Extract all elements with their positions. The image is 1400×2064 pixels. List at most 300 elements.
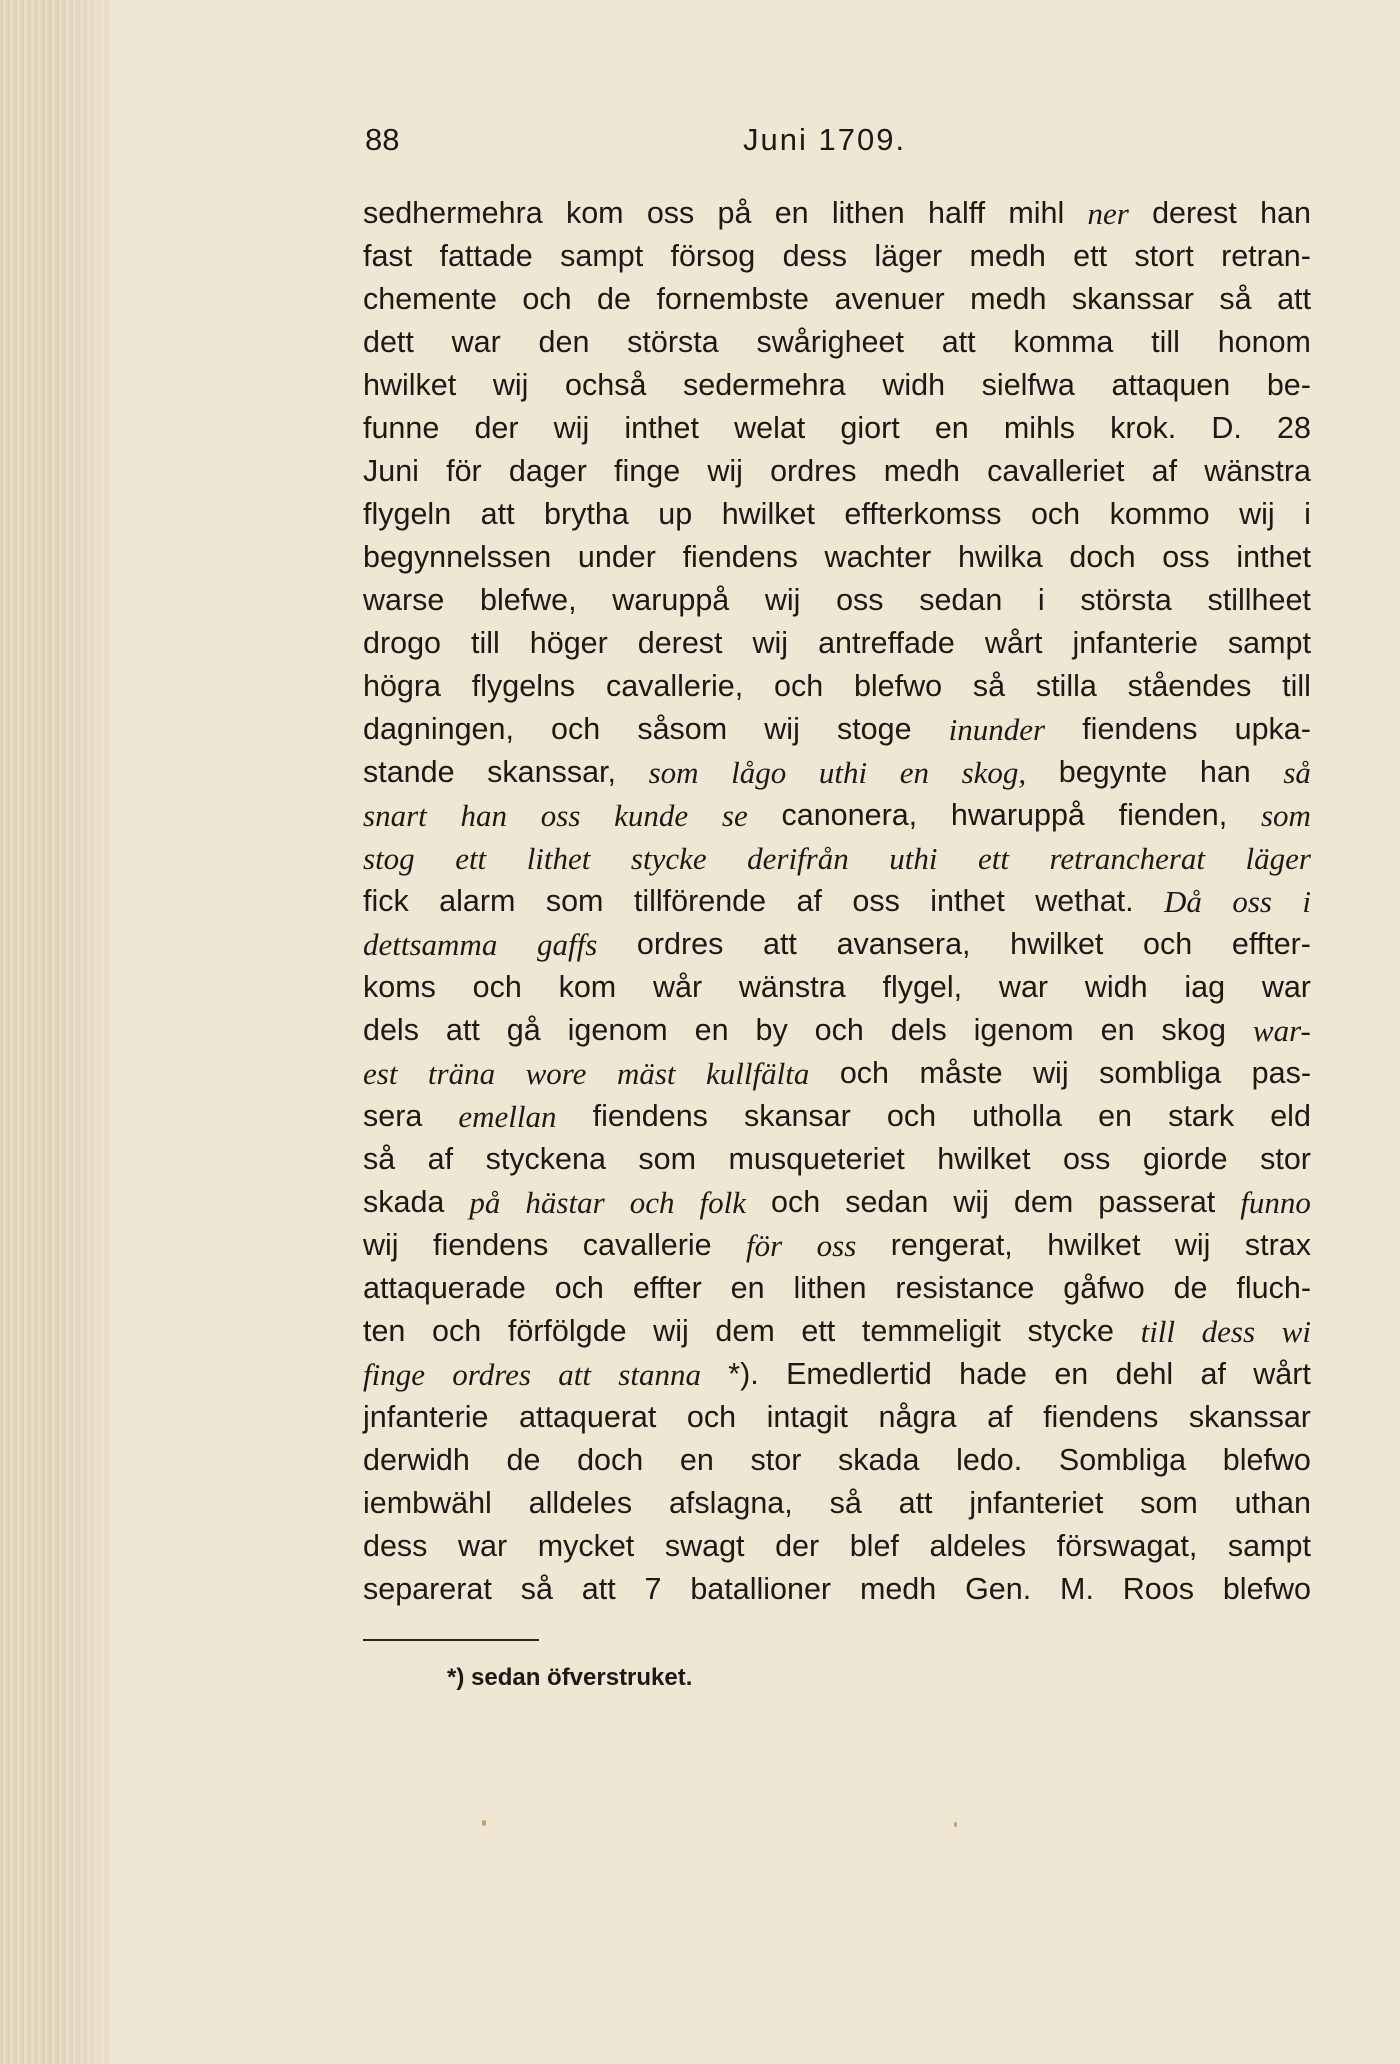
word: wij	[764, 712, 800, 746]
word: derest	[637, 626, 723, 660]
word: till	[1282, 669, 1311, 703]
word: strax	[1244, 1228, 1311, 1262]
word: halff	[928, 196, 986, 230]
word: inthet	[1236, 540, 1311, 574]
word: blefwe,	[479, 583, 577, 617]
word: iag	[1184, 970, 1226, 1004]
word: att	[941, 325, 976, 359]
word: upka-	[1234, 712, 1311, 746]
word: retran-	[1221, 239, 1311, 273]
text-line	[363, 1525, 1311, 1568]
word: effter-	[1231, 927, 1311, 961]
italic-word: i	[1302, 884, 1311, 919]
word: temmeligit	[861, 1314, 1001, 1348]
text-line	[363, 450, 1311, 493]
word: så	[1219, 282, 1252, 316]
italic-word: stycke	[630, 841, 707, 876]
word: fick	[363, 884, 409, 918]
word: antreffade	[818, 626, 955, 660]
word: stillheet	[1207, 583, 1311, 617]
italic-word: retrancherat	[1049, 841, 1206, 876]
text-line	[363, 751, 1311, 794]
page-header	[365, 122, 1310, 170]
word: ett	[1073, 239, 1108, 273]
word: separerat	[363, 1572, 492, 1606]
word: rengerat,	[890, 1228, 1013, 1262]
word: jnfanteriet	[969, 1486, 1104, 1520]
word: welat	[734, 411, 806, 445]
word: war	[1261, 970, 1311, 1004]
word: swårigheet	[756, 325, 904, 359]
italic-word: derifrån	[747, 841, 849, 876]
word: skada	[363, 1185, 445, 1219]
word: att	[763, 927, 797, 961]
word: warse	[363, 583, 445, 617]
italic-word: funno	[1240, 1185, 1311, 1220]
word: derwidh	[363, 1443, 470, 1477]
word: *).	[728, 1357, 759, 1391]
text-line	[363, 1482, 1311, 1525]
word: en	[774, 196, 809, 230]
word: wachter	[824, 540, 932, 574]
italic-word: för	[746, 1228, 783, 1263]
text-line	[363, 794, 1311, 837]
word: swagt	[664, 1529, 745, 1563]
word: mihls	[1003, 411, 1076, 445]
italic-word: kunde	[614, 798, 689, 833]
text-line	[363, 880, 1311, 923]
word: flygel,	[882, 970, 963, 1004]
word: stilla	[1035, 669, 1097, 703]
word: och	[814, 1013, 864, 1047]
word: wänstra	[1204, 454, 1311, 488]
word: sera	[363, 1099, 423, 1133]
text-line	[363, 1267, 1311, 1310]
text-line	[363, 966, 1311, 1009]
word: de	[1173, 1271, 1208, 1305]
text-line	[363, 1052, 1311, 1095]
word: en	[730, 1271, 765, 1305]
word: wänstra	[738, 970, 846, 1004]
footnote: *) sedan öfverstruket.	[447, 1664, 693, 1691]
word: några	[878, 1400, 957, 1434]
word: högra	[363, 669, 442, 703]
word: skanssar	[1188, 1400, 1311, 1434]
text-line	[363, 278, 1311, 321]
word: förfölgde	[507, 1314, 627, 1348]
word: blefwo	[1222, 1572, 1311, 1606]
word: fiendens	[433, 1228, 549, 1262]
word: widh	[1084, 970, 1148, 1004]
footnote-rule	[363, 1639, 539, 1641]
text-line	[363, 192, 1311, 235]
text-line	[363, 579, 1311, 622]
word: resistance	[895, 1271, 1035, 1305]
word: måste	[919, 1056, 1003, 1090]
word: ten	[363, 1314, 406, 1348]
italic-word: mäst	[616, 1056, 676, 1091]
word: ledo.	[956, 1443, 1023, 1477]
word: afslagna,	[668, 1486, 793, 1520]
text-line	[363, 665, 1311, 708]
word: igenom	[567, 1013, 668, 1047]
word: canonera,	[781, 798, 918, 832]
word: war	[998, 970, 1049, 1004]
text-line	[363, 1138, 1311, 1181]
word: att	[898, 1486, 933, 1520]
word: hwaruppå	[950, 798, 1085, 832]
italic-word: war-	[1252, 1013, 1311, 1048]
italic-word: oss	[1232, 884, 1272, 919]
word: 28	[1276, 411, 1311, 445]
word: stark	[1168, 1099, 1235, 1133]
word: Juni	[363, 454, 419, 488]
word: skog	[1161, 1013, 1226, 1047]
word: chemente	[363, 282, 497, 316]
word: inthet	[624, 411, 699, 445]
word: up	[658, 497, 693, 531]
word: jnfanterie	[1072, 626, 1198, 660]
word: så	[972, 669, 1006, 703]
word: wårt	[984, 626, 1043, 660]
word: blef	[849, 1529, 899, 1563]
word: doch	[577, 1443, 644, 1477]
word: doch	[1069, 540, 1136, 574]
word: be-	[1266, 368, 1311, 402]
word: på	[717, 196, 752, 230]
word: tillförende	[633, 884, 767, 918]
word: af	[987, 1400, 1013, 1434]
italic-word: inunder	[948, 712, 1046, 747]
italic-word: stanna	[618, 1357, 701, 1392]
word: och	[432, 1314, 482, 1348]
word: intagit	[766, 1400, 849, 1434]
italic-word: lithet	[526, 841, 591, 876]
word: och	[1143, 927, 1193, 961]
word: höger	[529, 626, 608, 660]
word: wij	[1239, 497, 1275, 531]
word: och	[554, 1271, 604, 1305]
word: fornembste	[656, 282, 810, 316]
word: till	[470, 626, 500, 660]
word: under	[577, 540, 656, 574]
word: begynte	[1058, 755, 1168, 789]
word: stor	[1260, 1142, 1311, 1176]
word: fiendens	[1082, 712, 1198, 746]
word: dess	[782, 239, 848, 273]
italic-word: till	[1140, 1314, 1176, 1349]
italic-word: Då	[1164, 884, 1202, 919]
word: gåfwo	[1063, 1271, 1145, 1305]
word: skanssar	[1071, 282, 1194, 316]
word: blefwo	[1222, 1443, 1311, 1477]
running-title: Juni 1709.	[743, 122, 907, 157]
word: oss	[646, 196, 695, 230]
word: Roos	[1122, 1572, 1194, 1606]
word: som	[545, 884, 604, 918]
italic-word: som	[648, 755, 699, 790]
word: finge	[614, 454, 681, 488]
word: cavalleriet	[987, 454, 1125, 488]
word: cavallerie,	[605, 669, 744, 703]
word: försog	[670, 239, 756, 273]
word: stor	[750, 1443, 802, 1477]
word: så	[520, 1572, 553, 1606]
text-line	[363, 364, 1311, 407]
word: dem	[715, 1314, 775, 1348]
word: ordres	[770, 454, 857, 488]
word: så	[829, 1486, 862, 1520]
word: en	[679, 1443, 714, 1477]
word: lithen	[831, 196, 905, 230]
word: der	[474, 411, 519, 445]
word: wij	[953, 1185, 989, 1219]
italic-word: gaffs	[536, 927, 598, 962]
word: sedermehra	[683, 368, 846, 402]
word: drogo	[363, 626, 442, 660]
word: och	[472, 970, 522, 1004]
word: kom	[565, 196, 624, 230]
word: att	[480, 497, 515, 531]
text-line	[363, 536, 1311, 579]
word: musqueteriet	[728, 1142, 905, 1176]
word: oss	[1062, 1142, 1111, 1176]
word: dels	[890, 1013, 947, 1047]
word: och	[886, 1099, 937, 1133]
word: war	[457, 1529, 508, 1563]
italic-word: på	[469, 1185, 501, 1220]
word: brytha	[544, 497, 629, 531]
word: igenom	[973, 1013, 1074, 1047]
word: wij	[707, 454, 743, 488]
word: styckena	[485, 1142, 606, 1176]
word: hade	[959, 1357, 1028, 1391]
word: war	[451, 325, 501, 359]
word: fiendens	[592, 1099, 708, 1133]
word: sedhermehra	[363, 196, 543, 230]
word: M.	[1060, 1572, 1094, 1606]
word: medh	[883, 454, 960, 488]
word: hwilket	[1047, 1228, 1141, 1262]
text-line	[363, 1396, 1311, 1439]
italic-word: kullfälta	[706, 1056, 810, 1091]
word: och	[839, 1056, 889, 1090]
word: och	[770, 1185, 821, 1219]
word: sombliga	[1099, 1056, 1222, 1090]
word: begynnelssen	[363, 540, 552, 574]
word: avenuer	[834, 282, 945, 316]
word: jnfanterie	[363, 1400, 489, 1434]
word: utholla	[972, 1099, 1062, 1133]
word: af	[427, 1142, 454, 1176]
word: uthan	[1234, 1486, 1311, 1520]
word: dagningen,	[363, 712, 514, 746]
word: skansar	[744, 1099, 851, 1133]
word: han	[1260, 196, 1311, 230]
italic-word: ett	[455, 841, 487, 876]
word: eld	[1270, 1099, 1311, 1133]
text-line	[363, 1224, 1311, 1267]
italic-word: skog,	[961, 755, 1027, 790]
italic-word: dess	[1201, 1314, 1256, 1349]
word: by	[755, 1013, 788, 1047]
word: skanssar,	[487, 755, 617, 789]
italic-word: se	[721, 798, 748, 833]
word: största	[1080, 583, 1172, 617]
italic-word: så	[1283, 755, 1311, 790]
word: der	[775, 1529, 820, 1563]
word: dett	[363, 325, 414, 359]
word: Emedlertid	[786, 1357, 932, 1391]
word: en	[694, 1013, 729, 1047]
word: i	[1037, 583, 1045, 617]
word: wij	[1033, 1056, 1069, 1090]
word: såsom	[637, 712, 728, 746]
italic-word: folk	[699, 1185, 746, 1220]
text-line	[363, 708, 1311, 751]
word: komma	[1013, 325, 1114, 359]
italic-word: dettsamma	[363, 927, 498, 962]
italic-word: lågo	[731, 755, 787, 790]
word: till	[1151, 325, 1180, 359]
word: wethat.	[1035, 884, 1134, 918]
word: funne	[363, 411, 440, 445]
italic-word: wore	[525, 1056, 587, 1091]
italic-word: ett	[977, 841, 1009, 876]
word: en	[1054, 1357, 1089, 1391]
word: sampt	[1227, 626, 1311, 660]
word: blefwo	[853, 669, 943, 703]
text-line	[363, 321, 1311, 364]
word: attaquerade	[363, 1271, 526, 1305]
word: inthet	[930, 884, 1005, 918]
italic-word: finge	[363, 1357, 425, 1392]
italic-word: est	[363, 1056, 398, 1091]
word: giort	[840, 411, 900, 445]
word: af	[1151, 454, 1178, 488]
text-line	[363, 1181, 1311, 1224]
word: sedan	[919, 583, 1003, 617]
italic-word: en	[899, 755, 929, 790]
text-line	[363, 407, 1311, 450]
word: wij	[653, 1314, 689, 1348]
word: oss	[836, 583, 884, 617]
word: gå	[506, 1013, 541, 1047]
word: waruppå	[612, 583, 730, 617]
word: cavallerie	[582, 1228, 712, 1262]
word: wij	[752, 626, 789, 660]
word: så	[363, 1142, 396, 1176]
word: effterkomss	[844, 497, 1002, 531]
word: förswagat,	[1056, 1529, 1198, 1563]
word: Sombliga	[1058, 1443, 1187, 1477]
word: batallioner	[690, 1572, 832, 1606]
body-text	[363, 192, 1311, 1611]
word: fluch-	[1236, 1271, 1311, 1305]
word: dess	[363, 1529, 428, 1563]
word: wij	[553, 411, 590, 445]
word: en	[1100, 1013, 1135, 1047]
word: fattade	[439, 239, 533, 273]
word: ordres	[636, 927, 724, 961]
word: dels	[363, 1013, 419, 1047]
word: wår	[652, 970, 703, 1004]
word: hwilket	[721, 497, 815, 531]
word: de	[506, 1443, 541, 1477]
word: dehl	[1115, 1357, 1174, 1391]
word: af	[1200, 1357, 1226, 1391]
word: ett	[801, 1314, 836, 1348]
word: lithen	[793, 1271, 867, 1305]
word: att	[581, 1572, 616, 1606]
italic-word: och	[629, 1185, 675, 1220]
word: sampt	[560, 239, 644, 273]
italic-word: hästar	[525, 1185, 605, 1220]
word: flygeln	[363, 497, 452, 531]
text-line	[363, 493, 1311, 536]
paper-speck	[954, 1822, 957, 1827]
word: dager	[508, 454, 587, 488]
word: sampt	[1227, 1529, 1311, 1563]
word: passerat	[1098, 1185, 1216, 1219]
italic-word: uthi	[889, 841, 938, 876]
italic-word: träna	[427, 1056, 496, 1091]
word: största	[627, 325, 719, 359]
word: iembwähl	[363, 1486, 492, 1520]
word: fienden,	[1118, 798, 1228, 832]
word: han	[1199, 755, 1251, 789]
text-line	[363, 923, 1311, 966]
text-line	[363, 1353, 1311, 1396]
word: attaquerat	[519, 1400, 657, 1434]
word: giorde	[1142, 1142, 1228, 1176]
word: mihl	[1008, 196, 1065, 230]
word: att	[1277, 282, 1311, 316]
word: 7	[644, 1572, 662, 1606]
word: fast	[363, 239, 413, 273]
word: att	[445, 1013, 480, 1047]
word: aldeles	[929, 1529, 1027, 1563]
word: oss	[1162, 540, 1210, 574]
text-line	[363, 1310, 1311, 1353]
word: medh	[859, 1572, 937, 1606]
word: medh	[969, 239, 1046, 273]
italic-word: uthi	[818, 755, 868, 790]
word: krok.	[1110, 411, 1177, 445]
word: D.	[1211, 411, 1242, 445]
word: hwilka	[958, 540, 1043, 574]
text-line	[363, 622, 1311, 665]
word: stycke	[1027, 1314, 1114, 1348]
italic-word: oss	[540, 798, 581, 833]
word: som	[638, 1142, 697, 1176]
word: wij	[1174, 1228, 1211, 1262]
word: attaquen	[1111, 368, 1231, 402]
word: alldeles	[528, 1486, 633, 1520]
text-line	[363, 1009, 1311, 1052]
paper-speck	[482, 1820, 486, 1826]
word: mycket	[537, 1529, 635, 1563]
word: avansera,	[836, 927, 971, 961]
word: af	[796, 884, 822, 918]
word: skada	[838, 1443, 920, 1477]
word: en	[934, 411, 969, 445]
word: och	[1030, 497, 1081, 531]
word: läger	[874, 239, 943, 273]
word: kommo	[1109, 497, 1210, 531]
italic-word: som	[1260, 798, 1311, 833]
word: honom	[1217, 325, 1311, 359]
